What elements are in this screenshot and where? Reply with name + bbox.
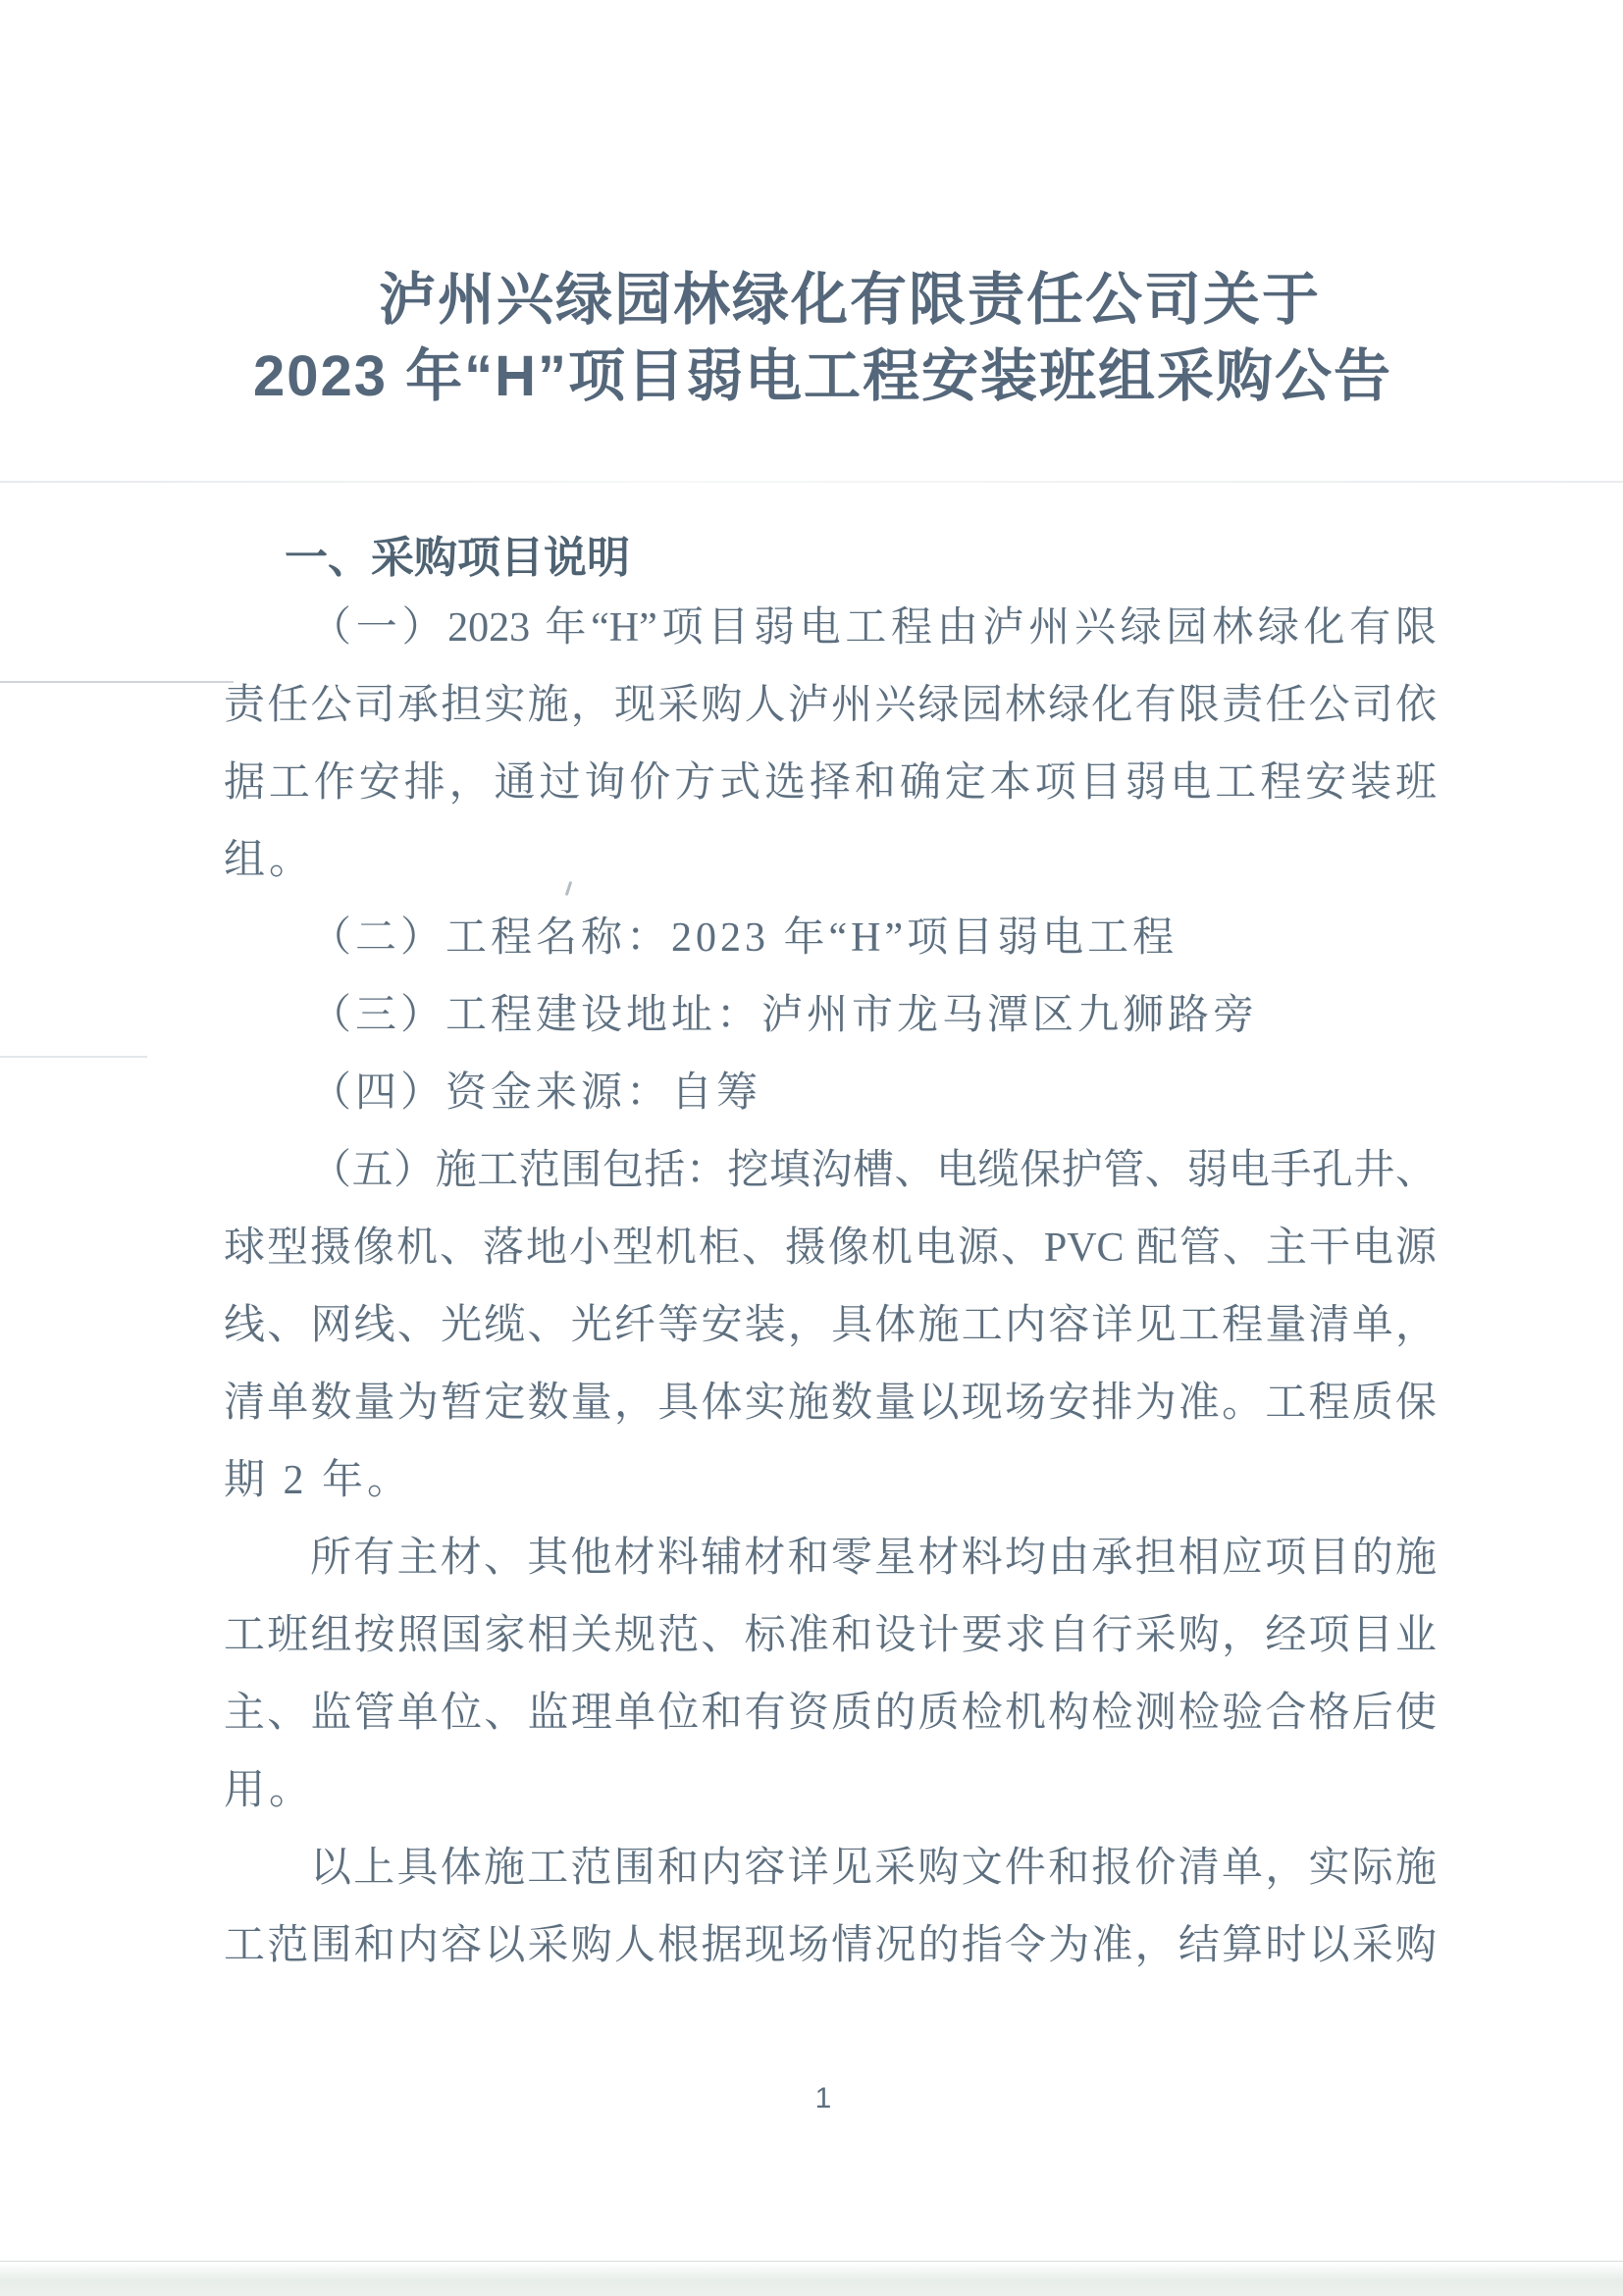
text-line: （二）工程名称：2023 年“H”项目弱电工程	[310, 915, 1178, 961]
text-line: 责任公司承担实施，现采购人泸州兴绿园林绿化有限责任公司依	[224, 683, 1437, 728]
document-title-line-2: 2023 年“H”项目弱电工程安装班组采购公告	[253, 344, 1393, 408]
text-line: （三）工程建设地址：泸州市龙马潭区九狮路旁	[310, 993, 1259, 1038]
text-line: 线、网线、光缆、光纤等安装，具体施工内容详见工程量清单，	[224, 1303, 1437, 1348]
scan-edge-shadow	[0, 2261, 1623, 2296]
text-line: 主、监管单位、监理单位和有资质的质检机构检测检验合格后使	[224, 1691, 1437, 1736]
text-line: （四）资金来源：自筹	[310, 1070, 762, 1116]
page-number: 1	[814, 2082, 832, 2114]
scan-artifact-line	[0, 681, 234, 683]
section-heading: 一、采购项目说明	[285, 534, 630, 582]
scan-artifact-line	[0, 1056, 147, 1058]
scan-artifact-line	[0, 481, 1623, 483]
text-line: 所有主材、其他材料辅材和零星材料均由承担相应项目的施	[310, 1536, 1437, 1581]
text-line: 据工作安排，通过询价方式选择和确定本项目弱电工程安装班	[224, 760, 1437, 806]
document-title-line-1: 泸州兴绿园林绿化有限责任公司关于	[379, 268, 1322, 332]
text-line: 以上具体施工范围和内容详见采购文件和报价清单，实际施	[310, 1846, 1437, 1891]
text-line: 组。	[224, 838, 315, 883]
text-line: （五）施工范围包括：挖填沟槽、电缆保护管、弱电手孔井、	[310, 1148, 1437, 1193]
text-line: 期 2 年。	[224, 1458, 413, 1503]
document-body	[224, 590, 1437, 1985]
text-line: 工班组按照国家相关规范、标准和设计要求自行采购，经项目业	[224, 1613, 1437, 1658]
text-line: 球型摄像机、落地小型机柜、摄像机电源、PVC 配管、主干电源	[224, 1226, 1437, 1271]
text-line: 工范围和内容以采购人根据现场情况的指令为准，结算时以采购	[224, 1923, 1437, 1968]
text-line: （一）2023 年“H”项目弱电工程由泸州兴绿园林绿化有限	[310, 605, 1437, 651]
text-line: 用。	[224, 1768, 315, 1813]
text-line: 清单数量为暂定数量，具体实施数量以现场安排为准。工程质保	[224, 1381, 1437, 1426]
